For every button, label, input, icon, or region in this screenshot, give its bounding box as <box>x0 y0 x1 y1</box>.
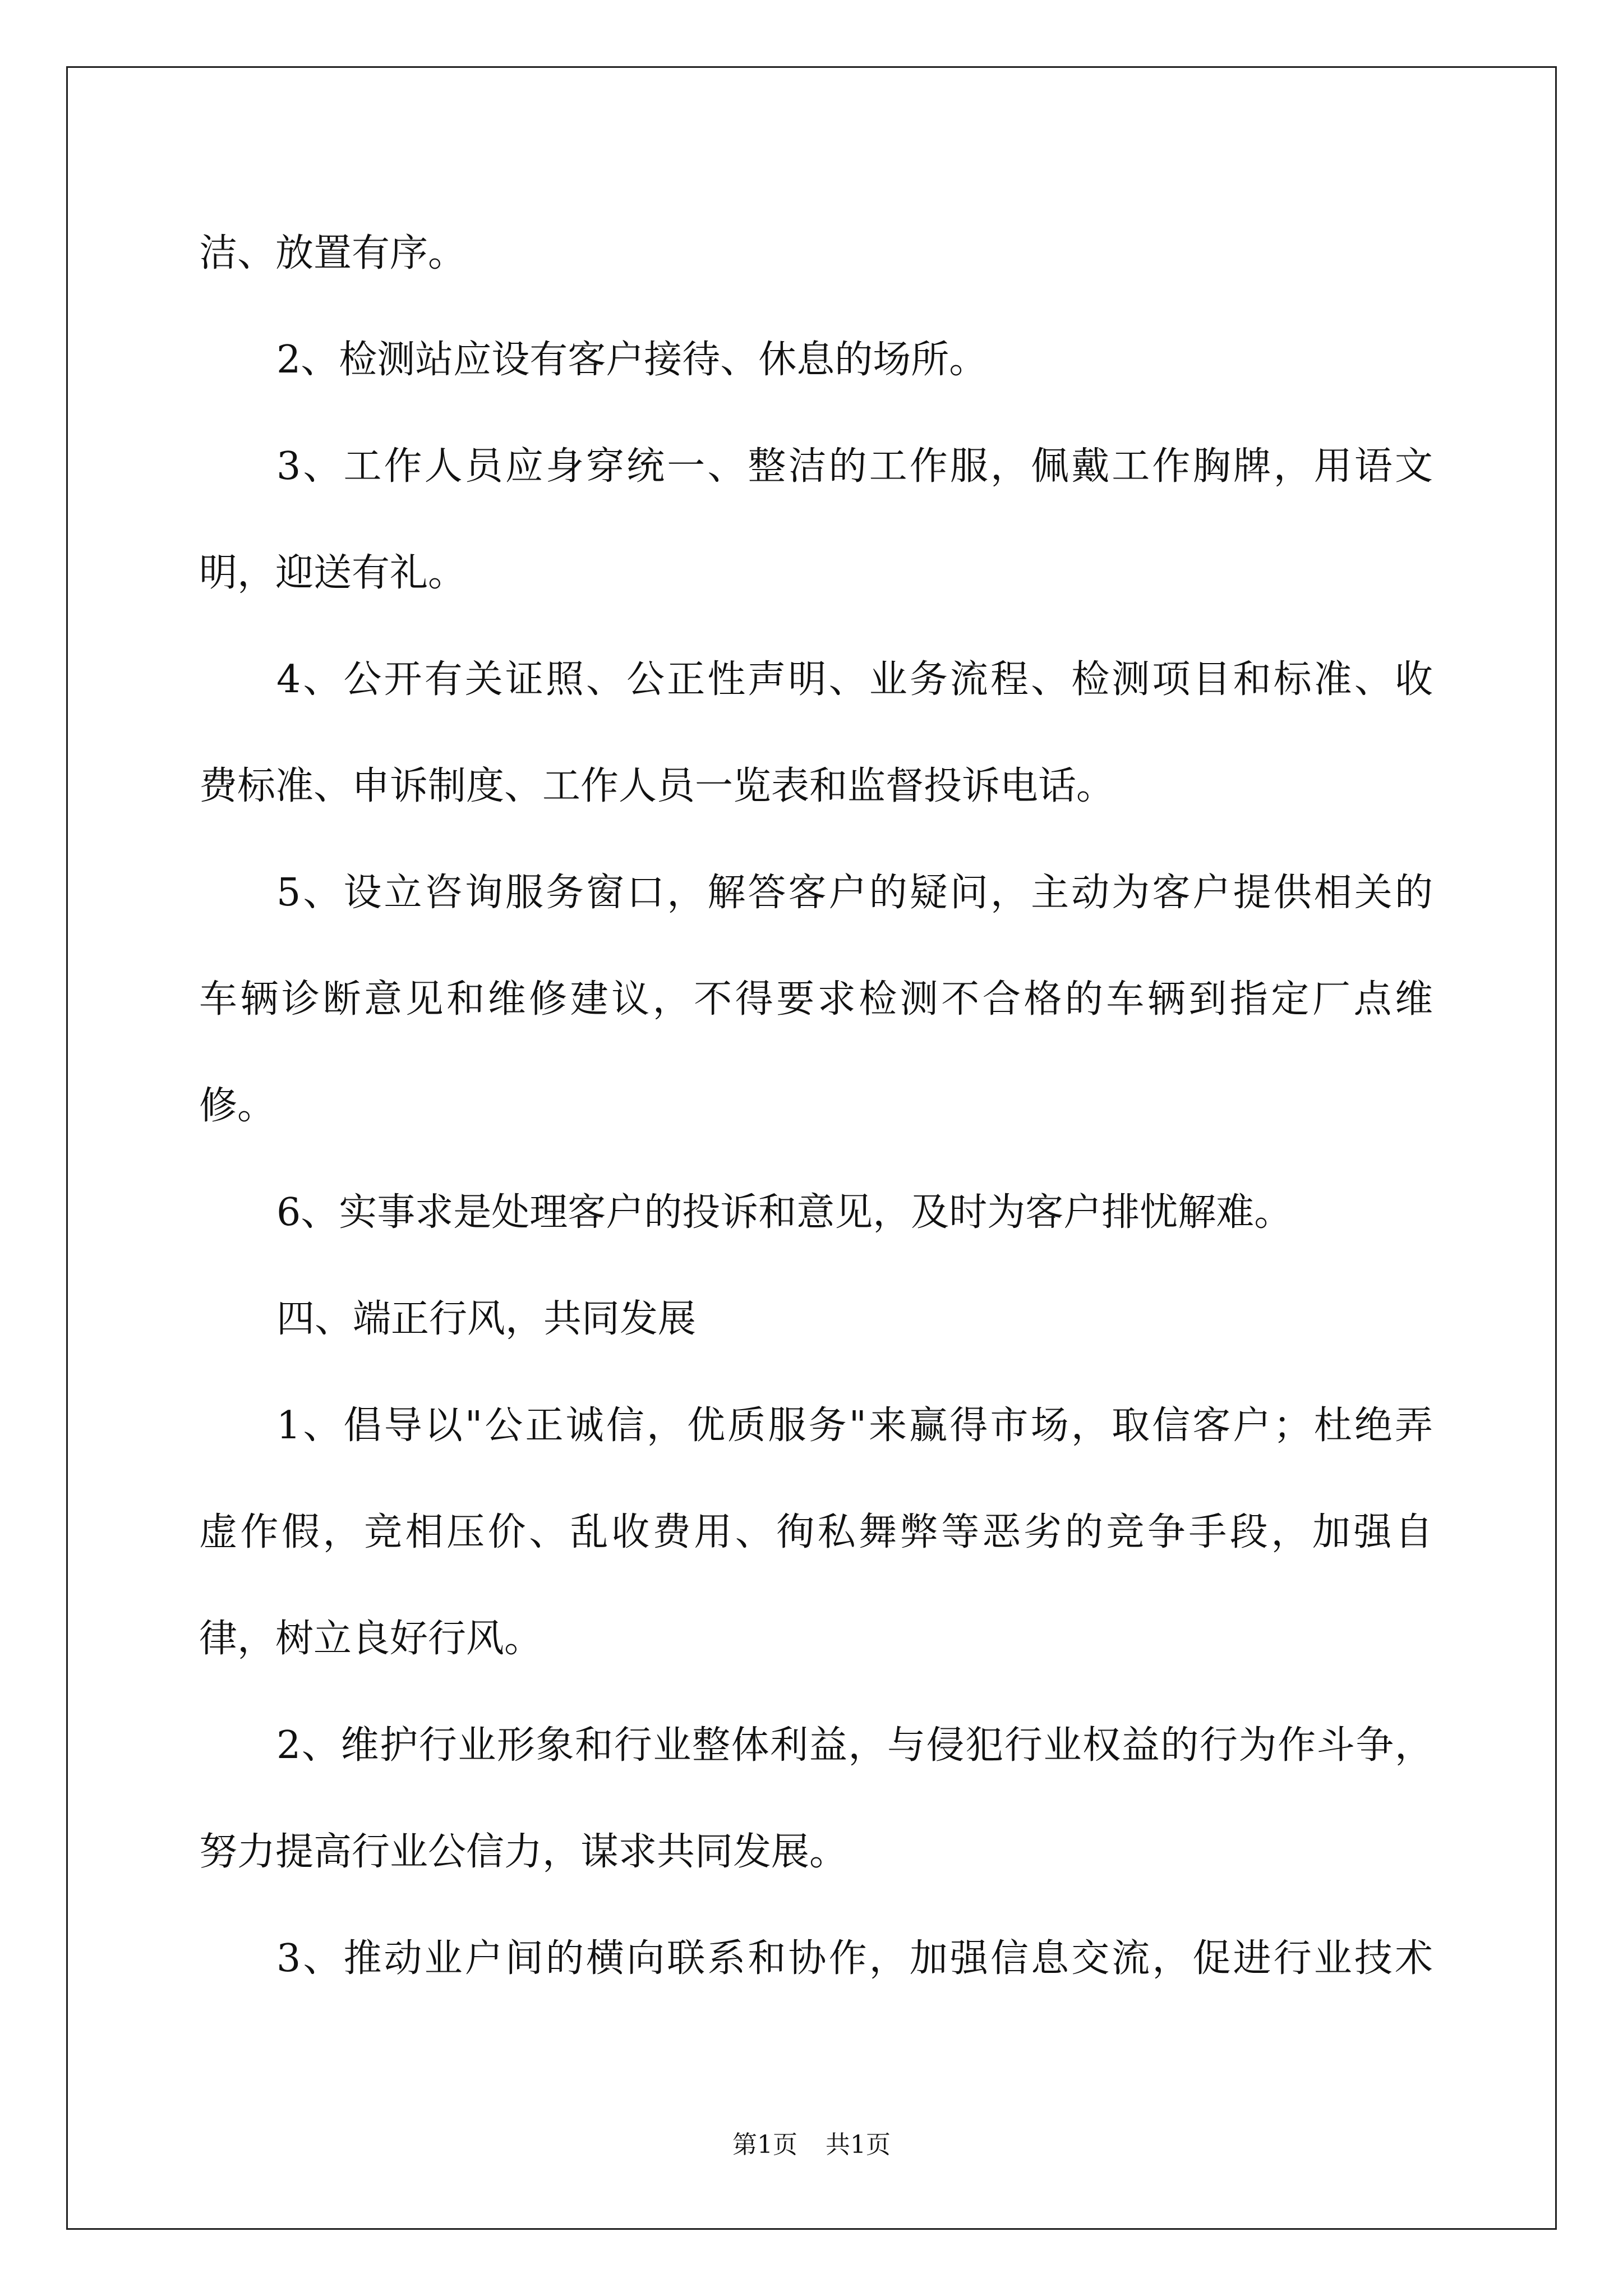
text-line: 虚作假，竞相压价、乱收费用、徇私舞弊等恶劣的竞争手段，加强自 <box>199 1510 1433 1554</box>
page-footer <box>0 2133 1623 2157</box>
text-line: 洁、放置有序。 <box>199 231 467 275</box>
text-line: 1、倡导以"公正诚信，优质服务"来赢得市场，取信客户；杜绝弄 <box>276 1404 1433 1448</box>
text-line: 3、工作人员应身穿统一、整洁的工作服，佩戴工作胸牌，用语文 <box>276 444 1433 489</box>
text-line: 修。 <box>199 1084 276 1128</box>
page-number-current: 第1页 <box>732 2131 797 2159</box>
text-line: 律，树立良好行风。 <box>199 1617 543 1661</box>
text-line: 4、公开有关证照、公正性声明、业务流程、检测项目和标准、收 <box>276 657 1433 702</box>
text-line: 3、推动业户间的横向联系和协作，加强信息交流，促进行业技术 <box>276 1936 1433 1981</box>
page-number-total: 共1页 <box>826 2131 891 2159</box>
text-line: 2、检测站应设有客户接待、休息的场所。 <box>276 338 988 382</box>
text-line: 2、维护行业形象和行业整体利益，与侵犯行业权益的行为作斗争， <box>276 1723 1433 1768</box>
text-line: 明，迎送有礼。 <box>199 551 467 595</box>
text-line: 车辆诊断意见和维修建议，不得要求检测不合格的车辆到指定厂点维 <box>199 977 1433 1022</box>
text-line: 6、实事求是处理客户的投诉和意见，及时为客户排忧解难。 <box>276 1190 1293 1235</box>
text-line: 努力提高行业公信力，谋求共同发展。 <box>199 1830 848 1874</box>
section-heading: 四、端正行风，共同发展 <box>276 1297 697 1341</box>
text-line: 费标准、申诉制度、工作人员一览表和监督投诉电话。 <box>199 764 1115 808</box>
page-border <box>66 66 1557 2230</box>
text-line: 5、设立咨询服务窗口，解答客户的疑问，主动为客户提供相关的 <box>276 871 1433 915</box>
